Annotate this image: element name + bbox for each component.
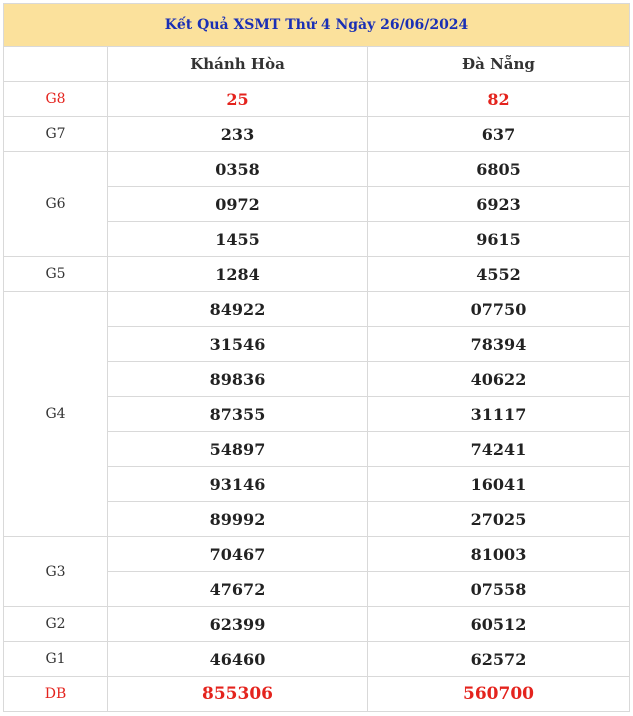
result-da-nang-g4: 74241 — [368, 432, 630, 467]
prize-label-g1: G1 — [4, 642, 108, 677]
prize-row-g6 — [4, 152, 630, 187]
result-da-nang-g6: 6923 — [368, 187, 630, 222]
result-khanh-hoa-g1: 46460 — [108, 642, 368, 677]
result-da-nang-g6: 6805 — [368, 152, 630, 187]
result-khanh-hoa-g4: 89992 — [108, 502, 368, 537]
prize-label-g3: G3 — [4, 537, 108, 607]
prize-row-db — [4, 677, 630, 712]
prize-label-g8: G8 — [4, 82, 108, 117]
header-da-nang[interactable]: Đà Nẵng — [368, 47, 630, 82]
result-da-nang-g8: 82 — [368, 82, 630, 117]
prize-row-g4 — [4, 292, 630, 327]
result-da-nang-db: 560700 — [368, 677, 630, 712]
result-da-nang-g1: 62572 — [368, 642, 630, 677]
result-khanh-hoa-g6: 0358 — [108, 152, 368, 187]
result-da-nang-g2: 60512 — [368, 607, 630, 642]
prize-row-g5 — [4, 257, 630, 292]
result-da-nang-g4: 78394 — [368, 327, 630, 362]
prize-label-g4: G4 — [4, 292, 108, 537]
header-row — [4, 47, 630, 82]
result-da-nang-g3: 81003 — [368, 537, 630, 572]
result-da-nang-g4: 31117 — [368, 397, 630, 432]
result-da-nang-g6: 9615 — [368, 222, 630, 257]
results-container — [3, 3, 629, 712]
prize-label-g7: G7 — [4, 117, 108, 152]
result-da-nang-g5: 4552 — [368, 257, 630, 292]
result-da-nang-g3: 07558 — [368, 572, 630, 607]
result-khanh-hoa-db: 855306 — [108, 677, 368, 712]
result-khanh-hoa-g6: 1455 — [108, 222, 368, 257]
result-khanh-hoa-g4: 87355 — [108, 397, 368, 432]
result-khanh-hoa-g4: 84922 — [108, 292, 368, 327]
result-khanh-hoa-g7: 233 — [108, 117, 368, 152]
prize-row-g2 — [4, 607, 630, 642]
prize-row-g3 — [4, 537, 630, 572]
result-khanh-hoa-g4: 89836 — [108, 362, 368, 397]
result-da-nang-g4: 16041 — [368, 467, 630, 502]
prize-row-g8 — [4, 82, 630, 117]
result-khanh-hoa-g3: 47672 — [108, 572, 368, 607]
result-khanh-hoa-g4: 31546 — [108, 327, 368, 362]
result-da-nang-g7: 637 — [368, 117, 630, 152]
result-khanh-hoa-g3: 70467 — [108, 537, 368, 572]
prize-label-g5: G5 — [4, 257, 108, 292]
prize-row-g7 — [4, 117, 630, 152]
result-khanh-hoa-g4: 93146 — [108, 467, 368, 502]
result-da-nang-g4: 07750 — [368, 292, 630, 327]
title-row — [4, 4, 630, 47]
result-khanh-hoa-g5: 1284 — [108, 257, 368, 292]
prize-label-db: DB — [4, 677, 108, 712]
result-khanh-hoa-g2: 62399 — [108, 607, 368, 642]
result-da-nang-g4: 27025 — [368, 502, 630, 537]
result-khanh-hoa-g4: 54897 — [108, 432, 368, 467]
header-khanh-hoa[interactable]: Khánh Hòa — [108, 47, 368, 82]
prize-label-g6: G6 — [4, 152, 108, 257]
result-khanh-hoa-g8: 25 — [108, 82, 368, 117]
prize-label-g2: G2 — [4, 607, 108, 642]
header-empty-cell — [4, 47, 108, 82]
lottery-results-table — [3, 3, 630, 712]
prize-row-g1 — [4, 642, 630, 677]
result-khanh-hoa-g6: 0972 — [108, 187, 368, 222]
result-da-nang-g4: 40622 — [368, 362, 630, 397]
table-title: Kết Quả XSMT Thứ 4 Ngày 26/06/2024 — [4, 4, 630, 47]
